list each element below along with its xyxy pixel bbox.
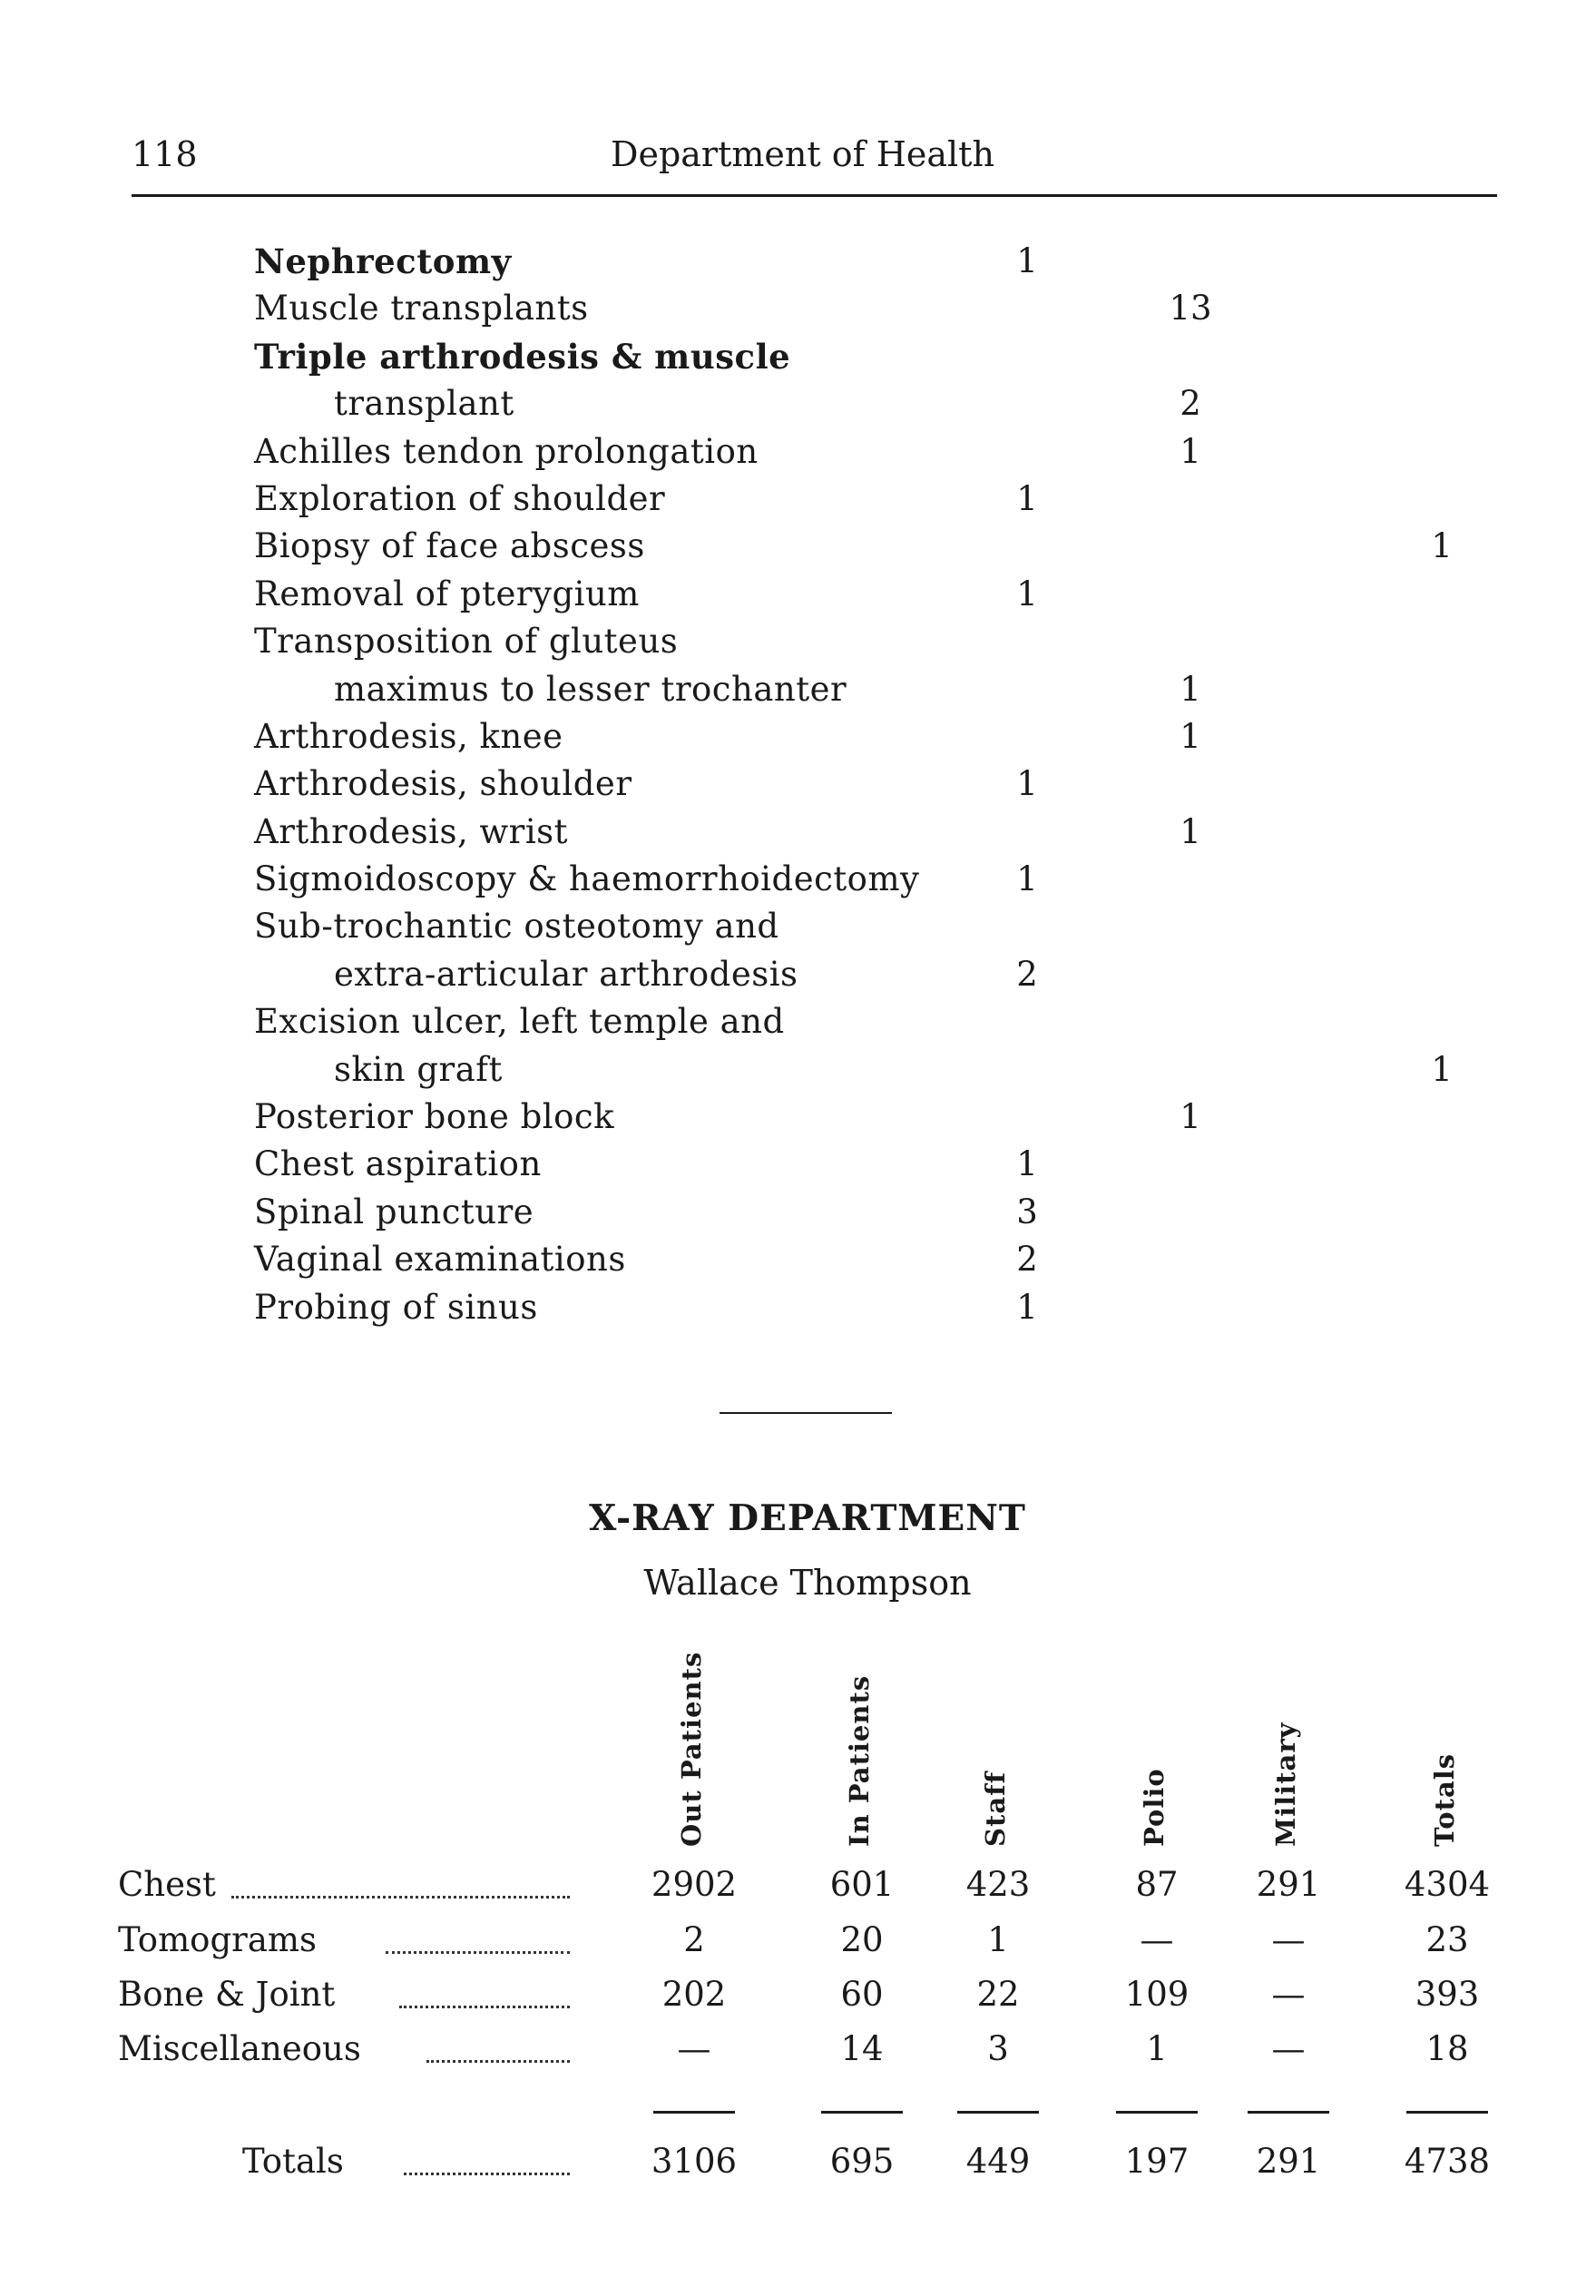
operation-count: 1 [1431,526,1453,566]
operation-row [0,1236,1596,1283]
section-author: Wallace Thompson [643,1563,972,1603]
operation-count: 1 [1016,859,1038,899]
table-cell: 423 [965,1865,1031,1904]
operation-label: Removal of pterygium [254,574,640,613]
operation-label: Probing of sinus [254,1287,538,1327]
dot-leader [386,1951,570,1954]
table-cell: 291 [1256,2142,1321,2181]
operation-row [0,713,1596,760]
operation-row [0,1046,1596,1094]
row-label: Chest [118,1865,216,1904]
operation-label: Excision ulcer, left temple and [254,1002,785,1042]
table-cell: — [1271,1975,1306,2014]
total-rule [1406,2111,1488,2114]
total-rule [1248,2111,1329,2114]
table-cell: 22 [976,1975,1020,2014]
operation-count: 1 [1016,764,1038,804]
operation-row [0,666,1596,713]
operation-label: transplant [334,384,514,424]
operation-row [0,380,1596,427]
operation-label: Sub-trochantic osteotomy and [254,907,779,947]
table-cell: 202 [661,1975,727,2014]
operation-row [0,333,1596,380]
row-label: Tomograms [118,1920,317,1959]
operation-count: 1 [1016,478,1038,518]
operation-row [0,1141,1596,1188]
operation-count: 1 [1180,669,1201,709]
table-cell: 601 [829,1865,895,1904]
operation-label: Posterior bone block [254,1097,615,1137]
operation-row [0,523,1596,570]
operation-label: Biopsy of face abscess [254,526,645,566]
operation-row [0,1094,1596,1141]
operation-row [0,476,1596,523]
dot-leader [231,1896,570,1899]
operation-row [0,856,1596,903]
dot-leader [399,2006,570,2008]
table-cell: 87 [1135,1865,1179,1904]
operation-row [0,285,1596,332]
totals-row [0,2142,1596,2193]
operation-count: 13 [1169,289,1212,329]
operation-label: Muscle transplants [254,289,589,329]
table-cell: — [1271,2029,1306,2068]
table-cell: 2 [683,1920,705,1959]
row-label: Totals [242,2142,344,2181]
header-rule [132,194,1497,197]
operation-count: 3 [1016,1192,1038,1231]
table-cell: 4304 [1404,1865,1491,1904]
operation-count: 1 [1016,574,1038,613]
operation-count: 1 [1016,1144,1038,1184]
table-cell: — [677,2029,711,2068]
table-cell: 2902 [651,1865,738,1904]
total-rule [1116,2111,1198,2114]
operation-row [0,428,1596,476]
operation-label: Nephrectomy [254,241,512,281]
section-separator [720,1412,892,1414]
table-cell: 20 [840,1920,884,1959]
dot-leader [404,2173,570,2175]
table-row [0,1975,1596,2026]
table-cell: 3 [987,2029,1009,2068]
section-title: X-RAY DEPARTMENT [589,1497,1026,1539]
table-row [0,1920,1596,1971]
table-cell: 695 [829,2142,895,2181]
operation-row [0,903,1596,950]
operation-row [0,998,1596,1045]
operations-list [0,238,1596,1331]
operation-label: Arthrodesis, knee [254,716,563,756]
operation-row [0,571,1596,618]
operation-label: Spinal puncture [254,1192,534,1231]
dot-leader [426,2060,570,2063]
operation-label: maximus to lesser trochanter [334,669,847,709]
operation-count: 2 [1180,384,1201,424]
operation-count: 1 [1431,1049,1453,1089]
row-label: Miscellaneous [118,2029,361,2068]
operation-label: Sigmoidoscopy & haemorrhoidectomy [254,859,920,899]
table-cell: 1 [1146,2029,1168,2068]
table-cell: 18 [1425,2029,1469,2068]
table-cell: 1 [987,1920,1009,1959]
table-cell: 4738 [1404,2142,1491,2181]
operation-row [0,809,1596,856]
operation-label: Exploration of shoulder [254,478,666,518]
operation-label: skin graft [334,1049,503,1089]
table-cell: 291 [1256,1865,1321,1904]
operation-count: 2 [1016,1240,1038,1280]
table-cell: — [1140,1920,1174,1959]
operation-row [0,238,1596,285]
operation-count: 1 [1180,716,1201,756]
operation-row [0,1189,1596,1236]
operation-count: 1 [1016,1287,1038,1327]
table-cell: 3106 [651,2142,738,2181]
running-title: Department of Health [611,134,994,174]
total-rule [653,2111,735,2114]
operation-label: Chest aspiration [254,1144,542,1184]
table-cell: 393 [1415,1975,1480,2014]
operation-count: 2 [1016,954,1038,994]
operation-label: Triple arthrodesis & muscle [254,336,791,377]
operation-count: 1 [1180,1097,1201,1137]
table-row [0,2029,1596,2080]
operation-label: Arthrodesis, shoulder [254,764,632,804]
table-row [0,1865,1596,1916]
table-cell: 23 [1425,1920,1469,1959]
operation-count: 1 [1180,431,1201,471]
table-cell: 109 [1124,1975,1190,2014]
operation-count: 1 [1016,241,1038,280]
table-cell: 14 [840,2029,884,2068]
total-rule [821,2111,903,2114]
operation-row [0,618,1596,665]
table-cell: — [1271,1920,1306,1959]
table-cell: 60 [840,1975,884,2014]
operation-count: 1 [1180,811,1201,851]
operation-label: Achilles tendon prolongation [254,431,759,471]
row-label: Bone & Joint [118,1975,336,2014]
operation-label: Arthrodesis, wrist [254,811,569,851]
operation-label: Transposition of gluteus [254,622,679,662]
table-cell: 449 [965,2142,1031,2181]
table-cell: 197 [1124,2142,1190,2181]
operation-row [0,760,1596,808]
operation-row [0,1284,1596,1331]
total-rule [957,2111,1039,2114]
operation-label: extra-articular arthrodesis [334,954,798,994]
operation-label: Vaginal examinations [254,1240,626,1280]
operation-row [0,951,1596,998]
page-header [132,134,1493,189]
page-number: 118 [132,134,198,174]
